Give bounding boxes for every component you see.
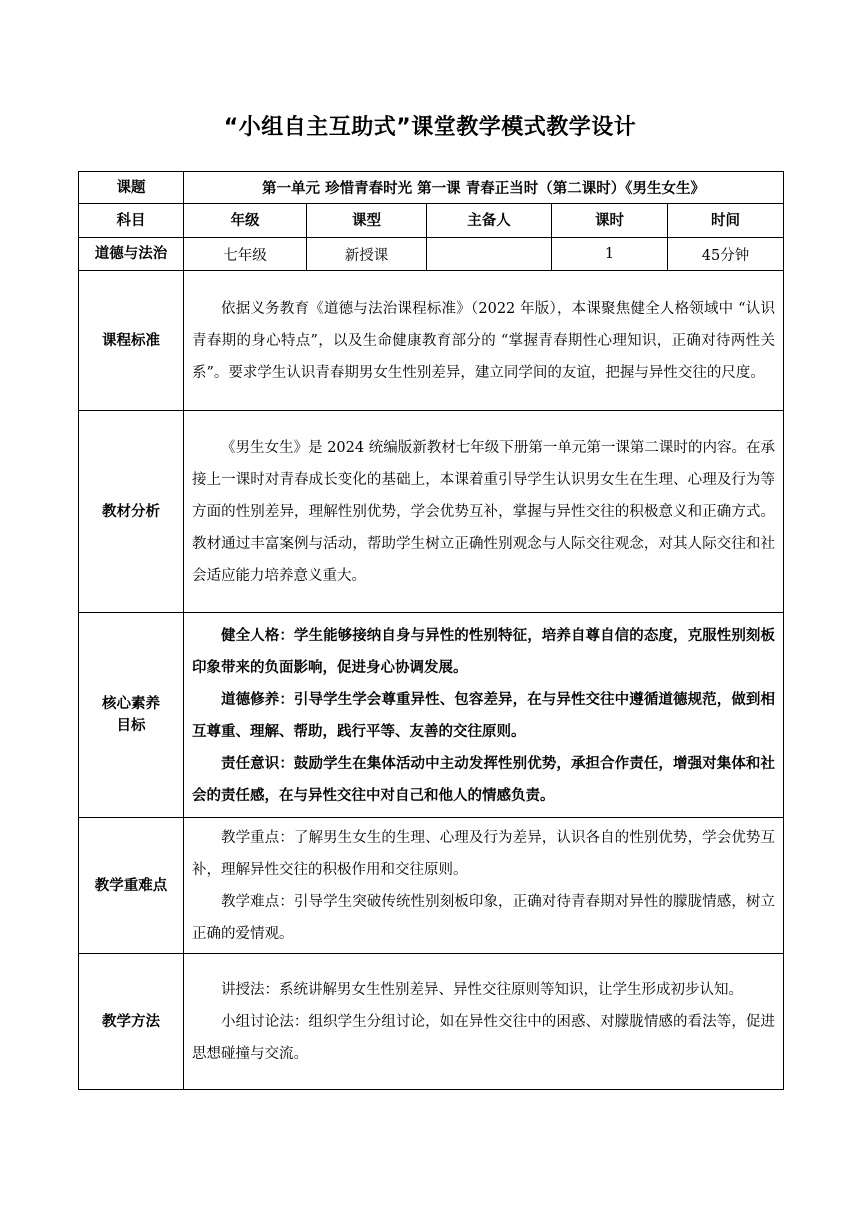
- value-lesson-type: 新授课: [307, 238, 427, 271]
- section-content: [184, 411, 784, 613]
- values-row: [79, 238, 784, 271]
- paragraph: 教学难点：引导学生突破传统性别刻板印象，正确对待青春期对异性的朦胧情感，树立正确的爱情观。: [192, 894, 775, 942]
- section-curriculum-standard: [79, 271, 784, 411]
- value-periods: 1: [552, 238, 668, 271]
- section-label: 教材分析: [79, 411, 184, 613]
- paragraph: 依据义务教育《道德与法治课程标准》（2022 年版），本课聚焦健全人格领域中 “认识青春期的身心特点”，以及生命健康教育部分的 “掌握青春期性心理知识，正确对待两性关系”。要求学生认识青春期男女生性别差异，建立同学间的友谊，把握与异性交往的尺度。: [192, 301, 775, 381]
- section-content: [184, 818, 784, 954]
- section-textbook-analysis: [79, 411, 784, 613]
- paragraph: 道德修养：引导学生学会尊重异性、包容差异，在与异性交往中遵循道德规范，做到相互尊重、理解、帮助，践行平等、友善的交往原则。: [192, 691, 775, 740]
- lesson-plan-table: [78, 171, 784, 1090]
- paragraph: 小组讨论法：组织学生分组讨论，如在异性交往中的困惑、对朦胧情感的看法等，促进思想碰撞与交流。: [192, 1014, 775, 1062]
- section-content: [184, 613, 784, 818]
- document-title: “小组自主互助式”课堂教学模式教学设计: [223, 115, 637, 140]
- section-label: 教学重难点: [79, 818, 184, 954]
- col-duration: 时间: [668, 204, 784, 238]
- section-core-literacy-goals: [79, 613, 784, 818]
- topic-value: 第一单元 珍惜青春时光 第一课 青春正当时（第二课时）《男生女生》: [184, 172, 784, 204]
- topic-row: [79, 172, 784, 204]
- col-lesson-type: 课型: [307, 204, 427, 238]
- section-label-line: 核心素养: [102, 696, 160, 712]
- col-subject: 科目: [79, 204, 184, 238]
- value-grade: 七年级: [184, 238, 307, 271]
- section-label: [79, 613, 184, 818]
- paragraph: 讲授法：系统讲解男女生性别差异、异性交往原则等知识，让学生形成初步认知。: [221, 982, 743, 998]
- section-label-line: 目标: [116, 718, 146, 734]
- section-label: 教学方法: [79, 954, 184, 1090]
- section-content: [184, 271, 784, 411]
- paragraph: 责任意识：鼓励学生在集体活动中主动发挥性别优势，承担合作责任，增强对集体和社会的责任感，在与异性交往中对自己和他人的情感负责。: [192, 755, 775, 804]
- col-periods: 课时: [552, 204, 668, 238]
- header-row: [79, 204, 784, 238]
- paragraph: 健全人格：学生能够接纳自身与异性的性别特征，培养自尊自信的态度，克服性别刻板印象带来的负面影响，促进身心协调发展。: [192, 627, 775, 676]
- col-grade: 年级: [184, 204, 307, 238]
- value-subject: 道德与法治: [79, 238, 184, 271]
- topic-label: 课题: [79, 172, 184, 204]
- paragraph: 教学重点：了解男生女生的生理、心理及行为差异，认识各自的性别优势，学会优势互补，理解异性交往的积极作用和交往原则。: [192, 830, 775, 878]
- section-content: [184, 954, 784, 1090]
- section-teaching-methods: [79, 954, 784, 1090]
- value-duration: 45分钟: [668, 238, 784, 271]
- paragraph: 《男生女生》是 2024 统编版新教材七年级下册第一单元第一课第二课时的内容。在承接上一课时对青春成长变化的基础上，本课着重引导学生认识男女生在生理、心理及行为等方面的性别差异，理解性别优势，学会优势互补，掌握与异性交往的积极意义和正确方式。教材通过丰富案例与活动，帮助学生树立正确性别观念与人际交往观念，对其人际交往和社会适应能力培养意义重大。: [192, 440, 775, 584]
- value-preparer: [427, 238, 552, 271]
- section-label: 课程标准: [79, 271, 184, 411]
- section-key-difficult-points: [79, 818, 784, 954]
- col-preparer: 主备人: [427, 204, 552, 238]
